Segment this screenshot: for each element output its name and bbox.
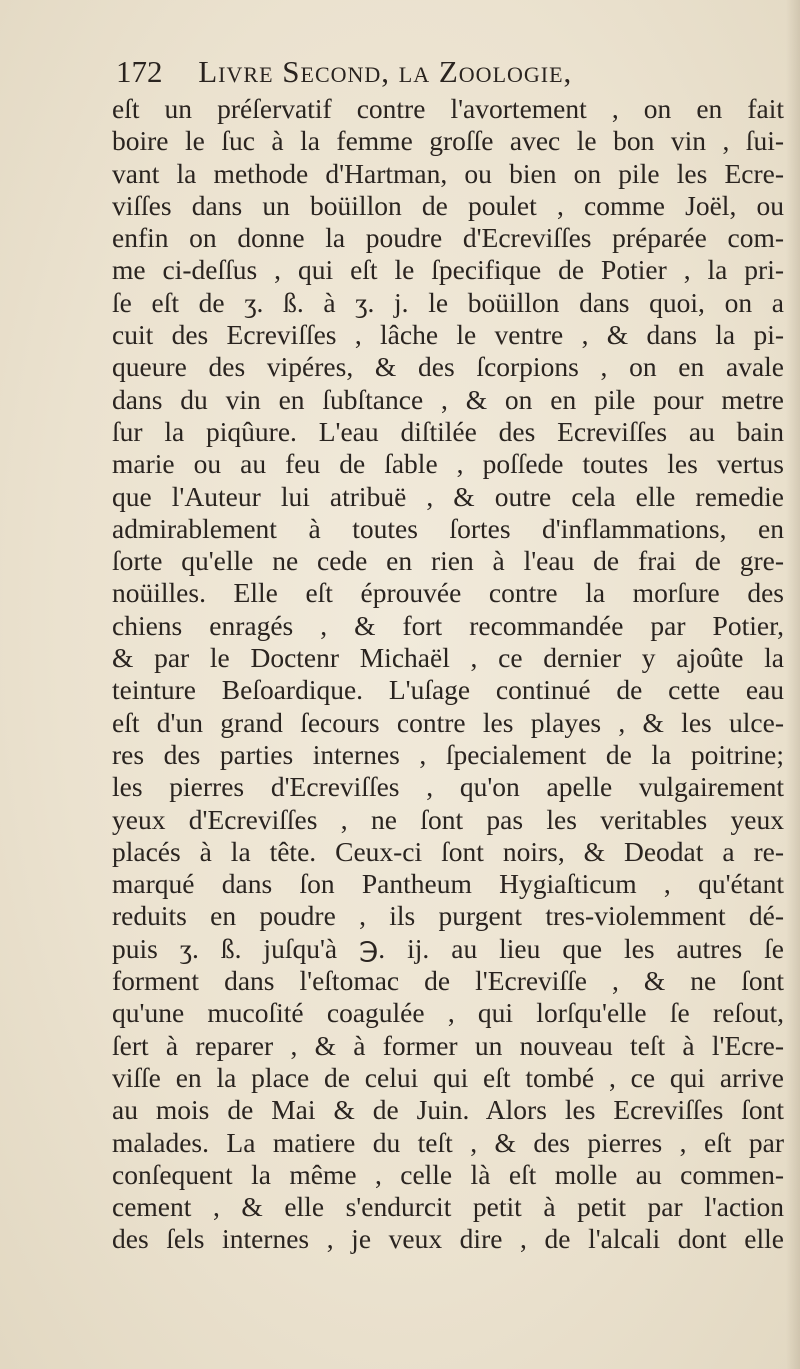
text-line: vant la methode d'Hartman, ou bien on pile les Ecre-	[112, 157, 784, 189]
text-line: les pierres d'Ecreviſſes , qu'on apelle vulgairement	[112, 771, 784, 803]
text-line: dans du vin en ſubſtance , & on en pile pour metre	[112, 383, 784, 415]
text-line: cement , & elle s'endurcit petit à petit par l'action	[112, 1191, 784, 1223]
text-line: & par le Doctenr Michaël , ce dernier y ajoûte la	[112, 642, 784, 674]
text-line: teinture Beſoardique. L'uſage continué de cette eau	[112, 674, 784, 706]
page-edge-shadow	[786, 0, 800, 1369]
text-line: chiens enragés , & fort recommandée par Potier,	[112, 609, 784, 641]
text-line: malades. La matiere du teſt , & des pierres , eſt par	[112, 1126, 784, 1158]
text-line: me ci-deſſus , qui eſt le ſpecifique de Potier , la pri-	[112, 254, 784, 286]
text-line: conſequent la même , celle là eſt molle au commen-	[112, 1158, 784, 1190]
text-line: des ſels internes , je veux dire , de l'alcali dont elle	[112, 1223, 784, 1255]
text-line: ſorte qu'elle ne cede en rien à l'eau de frai de gre-	[112, 545, 784, 577]
body-text	[112, 93, 784, 1256]
text-line: marie ou au feu de ſable , poſſede toutes les vertus	[112, 448, 784, 480]
text-line: forment dans l'eſtomac de l'Ecreviſſe , & ne ſont	[112, 965, 784, 997]
text-line: queure des vipéres, & des ſcorpions , on en avale	[112, 351, 784, 383]
text-line: admirablement à toutes ſortes d'inflammations, en	[112, 512, 784, 544]
page-header	[116, 52, 656, 92]
text-line: boire le ſuc à la femme groſſe avec le bon vin , ſui-	[112, 125, 784, 157]
running-title: Livre Second, la Zoologie,	[198, 54, 573, 89]
text-line: ſe eſt de ʒ. ß. à ʒ. j. le boüillon dans quoi, on a	[112, 286, 784, 318]
text-line: que l'Auteur lui atribuë , & outre cela elle remedie	[112, 480, 784, 512]
text-line: yeux d'Ecreviſſes , ne ſont pas les veritables yeux	[112, 803, 784, 835]
text-line: viſſe en la place de celui qui eſt tombé , ce qui arrive	[112, 1061, 784, 1093]
text-line: eſt un préſervatif contre l'avortement , on en fait	[112, 93, 784, 124]
text-line: viſſes dans un boüillon de poulet , comme Joël, ou	[112, 189, 784, 221]
text-line: puis ʒ. ß. juſqu'à ℈. ij. au lieu que les autres ſe	[112, 932, 784, 964]
text-line: cuit des Ecreviſſes , lâche le ventre , & dans la pi-	[112, 319, 784, 351]
text-line: au mois de Mai & de Juin. Alors les Ecreviſſes ſont	[112, 1094, 784, 1126]
text-line: marqué dans ſon Pantheum Hygiaſticum , qu'étant	[112, 868, 784, 900]
text-line: eſt d'un grand ſecours contre les playes , & les ulce-	[112, 706, 784, 738]
text-line: noüilles. Elle eſt éprouvée contre la morſure des	[112, 577, 784, 609]
page-number: 172	[116, 54, 163, 89]
text-line: enfin on donne la poudre d'Ecreviſſes préparée com-	[112, 222, 784, 254]
text-line: ſur la piqûure. L'eau diſtilée des Ecreviſſes au bain	[112, 415, 784, 447]
text-line: reduits en poudre , ils purgent tres-violemment dé-	[112, 900, 784, 932]
text-line: placés à la tête. Ceux-ci ſont noirs, & Deodat a re-	[112, 835, 784, 867]
text-line: ſert à reparer , & à former un nouveau teſt à l'Ecre-	[112, 1029, 784, 1061]
text-line: res des parties internes , ſpecialement de la poitrine;	[112, 738, 784, 770]
text-line: qu'une mucoſité coagulée , qui lorſqu'elle ſe reſout,	[112, 997, 784, 1029]
